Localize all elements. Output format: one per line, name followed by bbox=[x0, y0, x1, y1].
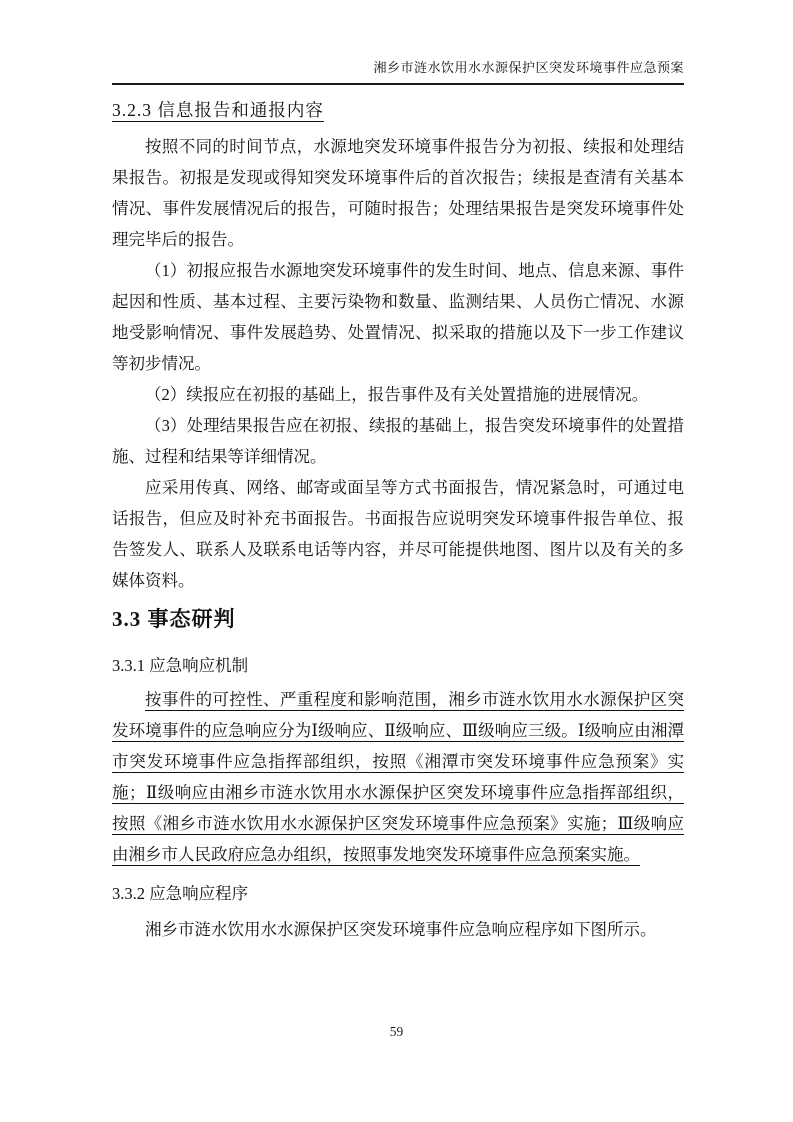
paragraph-report-methods: 应采用传真、网络、邮寄或面呈等方式书面报告，情况紧急时，可通过电话报告，但应及时补充书面报告。书面报告应说明突发环境事件报告单位、报告签发人、联系人及联系电话等内容，并尽可能提供地图、图片以及有关的多媒体资料。 bbox=[112, 478, 684, 590]
page-number: 59 bbox=[389, 1024, 404, 1039]
section-heading-332: 3.3.2 应急响应程序 bbox=[112, 884, 249, 903]
paragraph-item-1: （1）初报应报告水源地突发环境事件的发生时间、地点、信息来源、事件起因和性质、基本过程、主要污染物和数量、监测结果、人员伤亡情况、水源地受影响情况、事件发展趋势、处置情况、拟采取的措施以及下一步工作建议等初步情况。 bbox=[112, 261, 684, 373]
section-heading-323: 3.2.3 信息报告和通报内容 bbox=[112, 100, 324, 120]
section-heading-33: 3.3 事态研判 bbox=[112, 607, 236, 631]
paragraph-report-types: 按照不同的时间节点，水源地突发环境事件报告分为初报、续报和处理结果报告。初报是发现或得知突发环境事件后的首次报告；续报是查清有关基本情况、事件发展情况后的报告，可随时报告；处理结果报告是突发环境事件处理完毕后的报告。 bbox=[112, 137, 684, 249]
running-header: 湘乡市涟水饮用水水源保护区突发环境事件应急预案 bbox=[112, 60, 684, 85]
paragraph-response-mechanism: 按事件的可控性、严重程度和影响范围，湘乡市涟水饮用水水源保护区突发环境事件的应急响应分为Ⅰ级响应、Ⅱ级响应、Ⅲ级响应三级。Ⅰ级响应由湘潭市突发环境事件应急指挥部组织，按照《湘潭市突发环境事件应急预案》实施；Ⅱ级响应由湘乡市涟水饮用水水源保护区突发环境事件应急指挥部组织，按照《湘乡市涟水饮用水水源保护区突发环境事件应急预案》实施；Ⅲ级响应由湘乡市人民政府应急办组织，按照事发地突发环境事件应急预案实施。 bbox=[112, 690, 684, 864]
paragraph-item-3: （3）处理结果报告应在初报、续报的基础上，报告突发环境事件的处置措施、过程和结果等详细情况。 bbox=[112, 416, 684, 466]
document-content bbox=[112, 0, 684, 945]
paragraph-response-procedure: 湘乡市涟水饮用水水源保护区突发环境事件应急响应程序如下图所示。 bbox=[145, 920, 657, 939]
section-heading-331: 3.3.1 应急响应机制 bbox=[112, 656, 249, 675]
paragraph-item-2: （2）续报应在初报的基础上，报告事件及有关处置措施的进展情况。 bbox=[145, 385, 649, 404]
